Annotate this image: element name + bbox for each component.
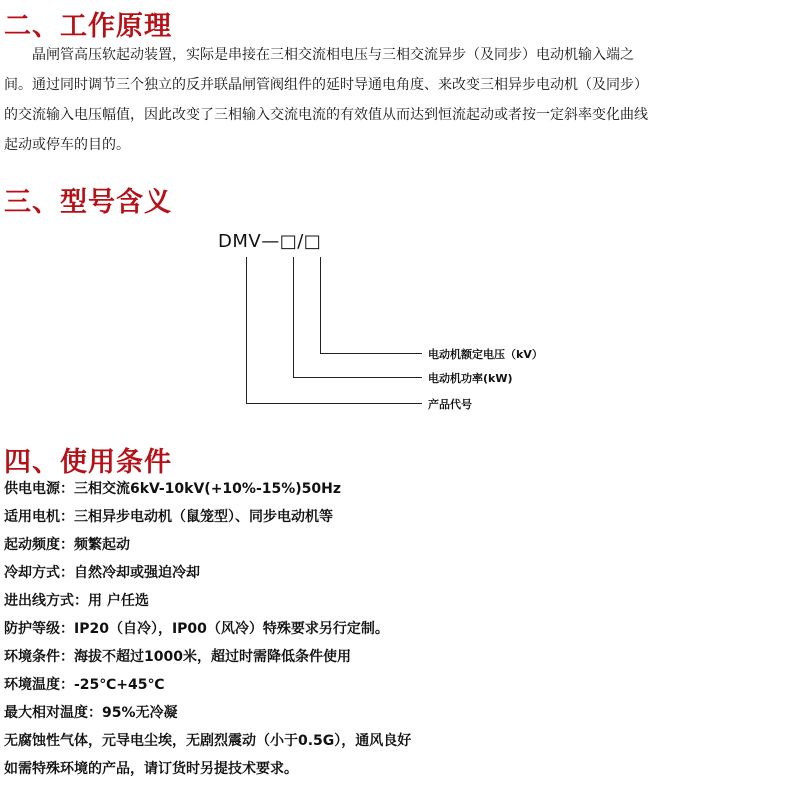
paragraph-line: 起动或停车的目的。	[4, 137, 130, 153]
paragraph-line: 间。通过同时调节三个独立的反并联晶闸管阀组件的延时导通电角度、来改变三相异步电动机（及同步）	[4, 77, 648, 93]
condition-special-order: 如需特殊环境的产品，请订货时另提技术要求。	[4, 761, 298, 777]
label-product-code: 产品代号	[428, 398, 472, 411]
condition-environment: 环境条件：海拔不超过1000米，超过时需降低条件使用	[4, 649, 351, 665]
condition-atmosphere: 无腐蚀性气体，元导电尘埃，无剧烈震动（小于0.5G），通风良好	[4, 733, 412, 749]
section-heading-model-meaning: 三、型号含义	[4, 187, 172, 218]
connector-voltage-horizontal	[320, 353, 422, 354]
condition-power-supply: 供电电源：三相交流6kV-10kV(+10%-15%)50Hz	[4, 481, 342, 497]
condition-applicable-motor: 适用电机：三相异步电动机（鼠笼型）、同步电动机等	[4, 509, 333, 525]
condition-humidity: 最大相对温度：95%无冷凝	[4, 705, 178, 721]
connector-power-horizontal	[293, 377, 422, 378]
model-code-diagram	[0, 225, 800, 415]
model-code: DMV—□/□	[218, 231, 322, 252]
section-heading-working-principle: 二、工作原理	[4, 11, 172, 42]
connector-power-vertical	[293, 257, 294, 377]
label-motor-power: 电动机功率(kW)	[428, 372, 513, 385]
section-heading-usage-conditions: 四、使用条件	[4, 447, 172, 478]
condition-temperature: 环境温度：-25℃+45℃	[4, 677, 165, 693]
condition-start-frequency: 起动频度：频繁起动	[4, 537, 130, 553]
paragraph-line: 晶闸管高压软起动装置，实际是串接在三相交流相电压与三相交流异步（及同步）电动机输入端之	[32, 47, 634, 63]
connector-code-vertical	[246, 257, 247, 403]
label-rated-voltage: 电动机额定电压（kV）	[428, 348, 543, 361]
working-principle-paragraph	[4, 40, 796, 160]
paragraph-line: 的交流输入电压幅值，因此改变了三相输入交流电流的有效值从而达到恒流起动或者按一定斜率变化曲线	[4, 107, 648, 123]
condition-cooling: 冷却方式：自然冷却或强迫冷却	[4, 565, 200, 581]
condition-wiring: 进出线方式：用 户任选	[4, 593, 149, 609]
connector-code-horizontal	[246, 403, 422, 404]
condition-protection-class: 防护等级：IP20（自冷），IP00（风冷）特殊要求另行定制。	[4, 621, 389, 637]
connector-voltage-vertical	[320, 257, 321, 353]
